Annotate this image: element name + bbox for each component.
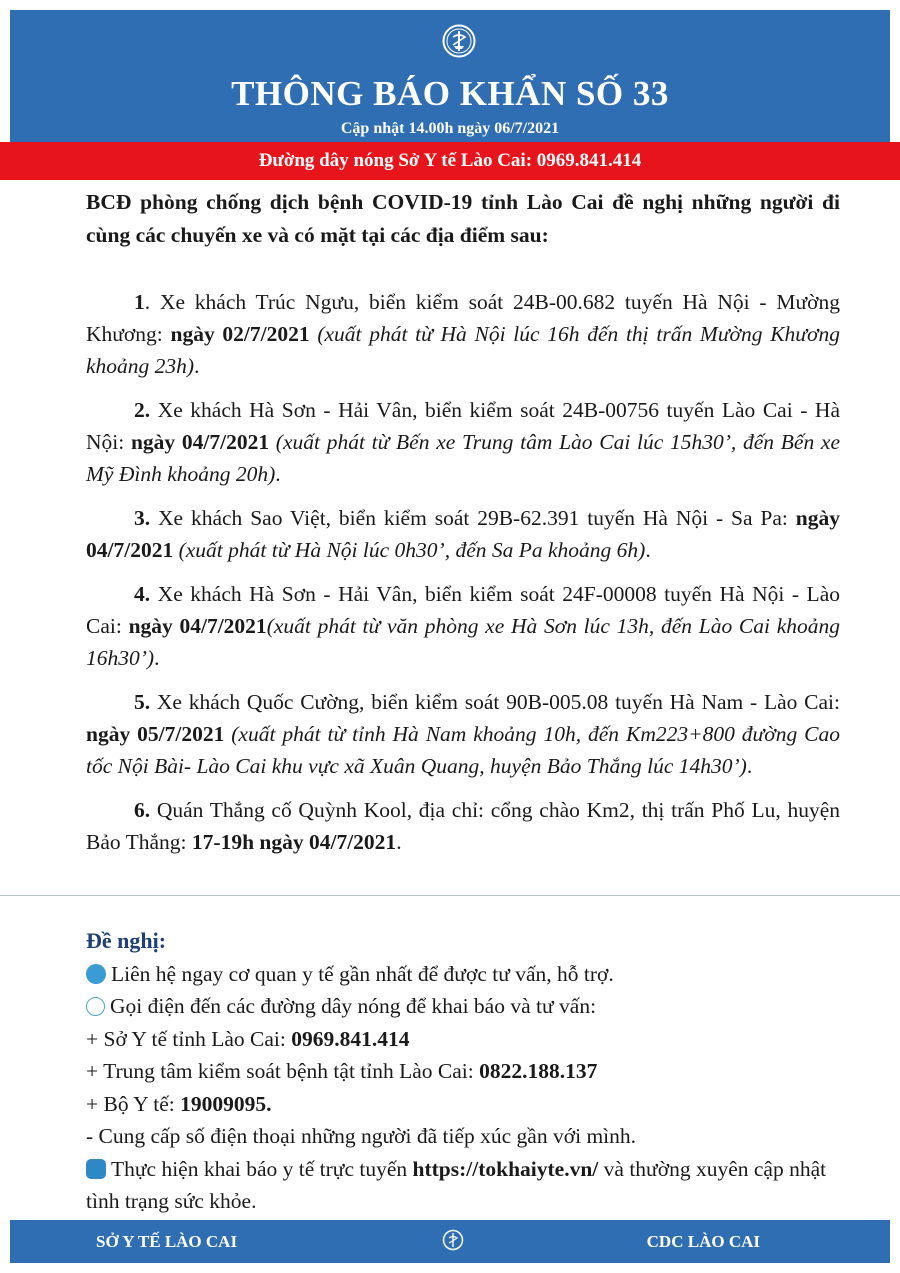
hotline-banner: Đường dây nóng Sở Y tế Lào Cai: 0969.841.414 — [0, 142, 900, 180]
list-item: 5. Xe khách Quốc Cường, biển kiểm soát 90B-005.08 tuyến Hà Nam - Lào Cai: ngày 05/7/2021 (xuất phát từ tỉnh Hà Nam khoảng 10h, đến Km223+800 đường Cao tốc Nội Bài- Lào Cai khu vực xã Xuân Quang, huyện Bảo Thắng lúc 14h30’). — [86, 690, 841, 778]
recommend-heading: Đề nghị: — [86, 928, 167, 953]
hotline-cdc: + Trung tâm kiểm soát bệnh tật tỉnh Lào Cai: 0822.188.137 — [86, 1059, 598, 1083]
medical-emblem-icon — [442, 24, 476, 58]
phone-number[interactable]: 0969.841.414 — [291, 1026, 410, 1051]
phone-icon — [86, 997, 105, 1016]
mobile-phone-icon — [86, 1159, 106, 1179]
medical-emblem-icon — [442, 1229, 464, 1251]
phone-number[interactable]: 19009095. — [180, 1091, 272, 1116]
medical-service-icon — [86, 964, 106, 984]
declaration-link[interactable]: https://tokhaiyte.vn/ — [412, 1156, 599, 1181]
footer-bar — [10, 1220, 890, 1263]
intro-text: BCĐ phòng chống dịch bệnh COVID-19 tỉnh Lào Cai đề nghị những người đi cùng các chuyến xe và có mặt tại các địa điểm sau: — [86, 190, 840, 247]
hotline-byt: + Bộ Y tế: 19009095. — [86, 1091, 272, 1116]
online-line: Thực hiện khai báo y tế trực tuyến https://tokhaiyte.vn/ và thường xuyên cập nhật tình trạng sức khỏe. — [86, 1156, 827, 1213]
footer-right: CDC LÀO CAI — [646, 1232, 760, 1251]
provide-line: - Cung cấp số điện thoại những người đã tiếp xúc gần với mình. — [86, 1124, 637, 1148]
list-item: 2. Xe khách Hà Sơn - Hải Vân, biển kiểm soát 24B-00756 tuyến Lào Cai - Hà Nội: ngày 04/7/2021 (xuất phát từ Bến xe Trung tâm Lào Cai lúc 15h30’, đến Bến xe Mỹ Đình khoảng 20h). — [86, 398, 841, 486]
list-item: 3. Xe khách Sao Việt, biển kiểm soát 29B-62.391 tuyến Hà Nội - Sa Pa: ngày 04/7/2021 (xuất phát từ Hà Nội lúc 0h30’, đến Sa Pa khoảng 6h). — [86, 506, 840, 562]
contact-line: Liên hệ ngay cơ quan y tế gần nhất để được tư vấn, hỗ trợ. — [86, 958, 846, 991]
header-banner — [10, 10, 890, 142]
call-line: Gọi điện đến các đường dây nóng để khai báo và tư vấn: — [86, 990, 846, 1023]
list-item: 1. Xe khách Trúc Ngưu, biển kiểm soát 24B-00.682 tuyến Hà Nội - Mường Khương: ngày 02/7/2021 (xuất phát từ Hà Nội lúc 16h đến thị trấn Mường Khương khoảng 23h). — [86, 290, 841, 378]
footer-left: SỞ Y TẾ LÀO CAI — [96, 1232, 238, 1251]
phone-number[interactable]: 0822.188.137 — [479, 1059, 598, 1083]
list-item: 6. Quán Thắng cố Quỳnh Kool, địa chỉ: cổng chào Km2, thị trấn Phố Lu, huyện Bảo Thắng: 17-19h ngày 04/7/2021. — [86, 798, 840, 854]
list-item: 4. Xe khách Hà Sơn - Hải Vân, biển kiểm soát 24F-00008 tuyến Hà Nội - Lào Cai: ngày 04/7/2021(xuất phát từ văn phòng xe Hà Sơn lúc 13h, đến Lào Cai khoảng 16h30’). — [86, 582, 840, 670]
recommendations — [86, 925, 846, 1218]
page-title: THÔNG BÁO KHẨN SỐ 33 — [231, 74, 669, 113]
location-list — [86, 286, 840, 870]
update-time: Cập nhật 14.00h ngày 06/7/2021 — [340, 120, 560, 137]
divider — [0, 895, 900, 896]
hotline-soyte: + Sở Y tế tỉnh Lào Cai: 0969.841.414 — [86, 1026, 410, 1051]
